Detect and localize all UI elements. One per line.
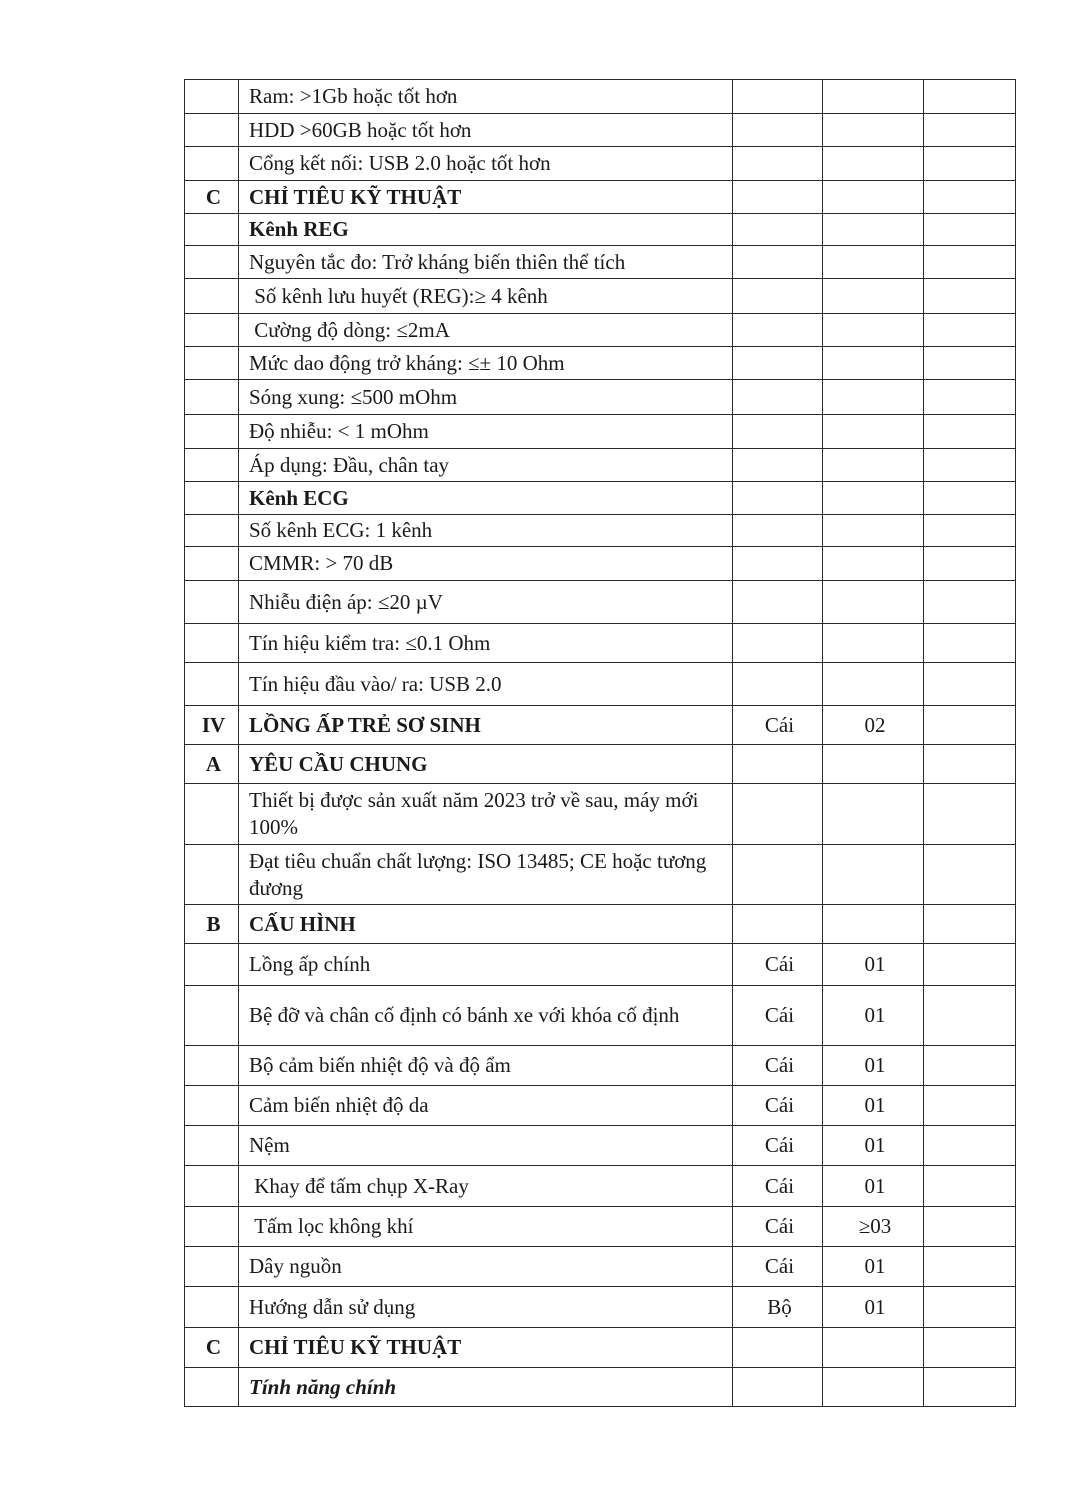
row-unit bbox=[733, 214, 823, 246]
row-number bbox=[185, 214, 239, 246]
row-quantity bbox=[823, 624, 924, 663]
table-row bbox=[185, 515, 1016, 547]
row-note bbox=[924, 380, 1016, 415]
table-row bbox=[185, 314, 1016, 347]
row-content: CẤU HÌNH bbox=[239, 905, 733, 944]
row-content: Cảm biến nhiệt độ da bbox=[239, 1086, 733, 1126]
row-note bbox=[924, 944, 1016, 986]
row-content: Mức dao động trở kháng: ≤± 10 Ohm bbox=[239, 347, 733, 380]
row-content: Số kênh ECG: 1 kênh bbox=[239, 515, 733, 547]
row-content: Lồng ấp chính bbox=[239, 944, 733, 986]
row-unit: Cái bbox=[733, 986, 823, 1046]
row-note bbox=[924, 415, 1016, 449]
row-content: Tính năng chính bbox=[239, 1368, 733, 1407]
row-note bbox=[924, 80, 1016, 114]
row-content: Kênh REG bbox=[239, 214, 733, 246]
row-quantity: 01 bbox=[823, 1046, 924, 1086]
row-quantity bbox=[823, 114, 924, 147]
row-number bbox=[185, 663, 239, 706]
row-number bbox=[185, 114, 239, 147]
row-number bbox=[185, 944, 239, 986]
row-content: Áp dụng: Đầu, chân tay bbox=[239, 449, 733, 482]
row-unit bbox=[733, 347, 823, 380]
table-row bbox=[185, 114, 1016, 147]
row-content: YÊU CẦU CHUNG bbox=[239, 745, 733, 784]
row-note bbox=[924, 246, 1016, 279]
row-content: Khay để tấm chụp X-Ray bbox=[239, 1166, 733, 1207]
row-number bbox=[185, 547, 239, 581]
row-content: Nguyên tắc đo: Trở kháng biến thiên thể tích bbox=[239, 246, 733, 279]
row-unit bbox=[733, 1328, 823, 1368]
row-quantity bbox=[823, 181, 924, 214]
row-unit bbox=[733, 784, 823, 845]
row-quantity: 01 bbox=[823, 1126, 924, 1166]
row-note bbox=[924, 1166, 1016, 1207]
table-row bbox=[185, 1166, 1016, 1207]
table-row bbox=[185, 1046, 1016, 1086]
row-unit: Cái bbox=[733, 1207, 823, 1247]
row-quantity bbox=[823, 246, 924, 279]
row-number bbox=[185, 1207, 239, 1247]
row-number: A bbox=[185, 745, 239, 784]
row-content: Nhiễu điện áp: ≤20 µV bbox=[239, 581, 733, 624]
row-number: C bbox=[185, 181, 239, 214]
row-content: Cổng kết nối: USB 2.0 hoặc tốt hơn bbox=[239, 147, 733, 181]
row-quantity: 01 bbox=[823, 944, 924, 986]
row-note bbox=[924, 1126, 1016, 1166]
spec-table bbox=[184, 79, 1016, 1407]
row-note bbox=[924, 347, 1016, 380]
row-quantity bbox=[823, 845, 924, 905]
row-content: HDD >60GB hoặc tốt hơn bbox=[239, 114, 733, 147]
row-quantity bbox=[823, 482, 924, 515]
row-number bbox=[185, 1247, 239, 1287]
table-row bbox=[185, 279, 1016, 314]
row-number bbox=[185, 1046, 239, 1086]
row-note bbox=[924, 581, 1016, 624]
row-unit bbox=[733, 181, 823, 214]
row-number bbox=[185, 279, 239, 314]
row-content: Cường độ dòng: ≤2mA bbox=[239, 314, 733, 347]
row-note bbox=[924, 482, 1016, 515]
table-row bbox=[185, 482, 1016, 515]
row-content: Thiết bị được sản xuất năm 2023 trở về sau, máy mới 100% bbox=[239, 784, 733, 845]
row-quantity bbox=[823, 214, 924, 246]
table-row bbox=[185, 1247, 1016, 1287]
table-row bbox=[185, 986, 1016, 1046]
row-number bbox=[185, 784, 239, 845]
row-quantity: 01 bbox=[823, 1287, 924, 1328]
row-unit bbox=[733, 482, 823, 515]
table-row bbox=[185, 663, 1016, 706]
table-row bbox=[185, 347, 1016, 380]
row-note bbox=[924, 279, 1016, 314]
row-note bbox=[924, 905, 1016, 944]
table-row bbox=[185, 745, 1016, 784]
row-content: Kênh ECG bbox=[239, 482, 733, 515]
row-number bbox=[185, 347, 239, 380]
table-row bbox=[185, 415, 1016, 449]
row-quantity bbox=[823, 1328, 924, 1368]
row-quantity bbox=[823, 515, 924, 547]
row-quantity bbox=[823, 663, 924, 706]
row-unit bbox=[733, 380, 823, 415]
table-row bbox=[185, 380, 1016, 415]
row-number bbox=[185, 1166, 239, 1207]
row-note bbox=[924, 624, 1016, 663]
table-row bbox=[185, 944, 1016, 986]
row-number bbox=[185, 986, 239, 1046]
row-unit: Cái bbox=[733, 944, 823, 986]
row-number bbox=[185, 1287, 239, 1328]
row-quantity: 02 bbox=[823, 706, 924, 745]
row-number bbox=[185, 515, 239, 547]
row-unit bbox=[733, 114, 823, 147]
row-note bbox=[924, 181, 1016, 214]
row-quantity bbox=[823, 581, 924, 624]
row-unit bbox=[733, 845, 823, 905]
row-content: Ram: >1Gb hoặc tốt hơn bbox=[239, 80, 733, 114]
row-quantity bbox=[823, 80, 924, 114]
spec-table-body bbox=[185, 80, 1016, 1407]
table-row bbox=[185, 706, 1016, 745]
row-note bbox=[924, 314, 1016, 347]
table-row bbox=[185, 181, 1016, 214]
row-content: Dây nguồn bbox=[239, 1247, 733, 1287]
row-number bbox=[185, 845, 239, 905]
row-number: C bbox=[185, 1328, 239, 1368]
row-note bbox=[924, 1247, 1016, 1287]
row-number bbox=[185, 314, 239, 347]
table-row bbox=[185, 1207, 1016, 1247]
row-unit bbox=[733, 547, 823, 581]
row-quantity bbox=[823, 905, 924, 944]
row-note bbox=[924, 986, 1016, 1046]
row-quantity bbox=[823, 745, 924, 784]
row-unit bbox=[733, 314, 823, 347]
row-number bbox=[185, 380, 239, 415]
row-content: Tín hiệu kiểm tra: ≤0.1 Ohm bbox=[239, 624, 733, 663]
row-unit: Cái bbox=[733, 1046, 823, 1086]
row-number: B bbox=[185, 905, 239, 944]
row-unit: Cái bbox=[733, 1086, 823, 1126]
table-row bbox=[185, 784, 1016, 845]
row-content: Bộ cảm biến nhiệt độ và độ ẩm bbox=[239, 1046, 733, 1086]
row-content: Hướng dẫn sử dụng bbox=[239, 1287, 733, 1328]
row-content: Tín hiệu đầu vào/ ra: USB 2.0 bbox=[239, 663, 733, 706]
row-number bbox=[185, 415, 239, 449]
row-content: CHỈ TIÊU KỸ THUẬT bbox=[239, 1328, 733, 1368]
row-quantity bbox=[823, 380, 924, 415]
table-row bbox=[185, 1126, 1016, 1166]
row-quantity bbox=[823, 415, 924, 449]
row-content: LỒNG ẤP TRẺ SƠ SINH bbox=[239, 706, 733, 745]
row-unit bbox=[733, 279, 823, 314]
row-note bbox=[924, 114, 1016, 147]
row-quantity: 01 bbox=[823, 1166, 924, 1207]
table-row bbox=[185, 1287, 1016, 1328]
row-number bbox=[185, 1086, 239, 1126]
row-quantity: 01 bbox=[823, 986, 924, 1046]
row-note bbox=[924, 515, 1016, 547]
row-note bbox=[924, 745, 1016, 784]
row-quantity bbox=[823, 314, 924, 347]
row-unit: Cái bbox=[733, 706, 823, 745]
row-quantity bbox=[823, 784, 924, 845]
row-note bbox=[924, 706, 1016, 745]
row-content: Độ nhiễu: < 1 mOhm bbox=[239, 415, 733, 449]
row-number bbox=[185, 482, 239, 515]
row-content: CHỈ TIÊU KỸ THUẬT bbox=[239, 181, 733, 214]
row-content: Số kênh lưu huyết (REG):≥ 4 kênh bbox=[239, 279, 733, 314]
row-content: CMMR: > 70 dB bbox=[239, 547, 733, 581]
row-quantity: 01 bbox=[823, 1086, 924, 1126]
row-number bbox=[185, 1126, 239, 1166]
row-unit bbox=[733, 745, 823, 784]
row-number bbox=[185, 581, 239, 624]
row-quantity bbox=[823, 279, 924, 314]
row-number: IV bbox=[185, 706, 239, 745]
table-row bbox=[185, 905, 1016, 944]
row-number bbox=[185, 624, 239, 663]
row-content: Tấm lọc không khí bbox=[239, 1207, 733, 1247]
row-unit bbox=[733, 581, 823, 624]
table-row bbox=[185, 80, 1016, 114]
row-note bbox=[924, 1368, 1016, 1407]
row-unit bbox=[733, 147, 823, 181]
row-quantity bbox=[823, 147, 924, 181]
row-quantity bbox=[823, 449, 924, 482]
row-note bbox=[924, 1287, 1016, 1328]
row-unit bbox=[733, 449, 823, 482]
row-unit bbox=[733, 1368, 823, 1407]
table-row bbox=[185, 624, 1016, 663]
table-row bbox=[185, 1086, 1016, 1126]
row-note bbox=[924, 1207, 1016, 1247]
row-note bbox=[924, 147, 1016, 181]
row-quantity bbox=[823, 347, 924, 380]
table-row bbox=[185, 246, 1016, 279]
row-unit: Bộ bbox=[733, 1287, 823, 1328]
table-row bbox=[185, 449, 1016, 482]
row-note bbox=[924, 449, 1016, 482]
row-unit bbox=[733, 905, 823, 944]
row-unit bbox=[733, 663, 823, 706]
table-row bbox=[185, 214, 1016, 246]
row-quantity bbox=[823, 547, 924, 581]
row-unit bbox=[733, 624, 823, 663]
row-unit bbox=[733, 246, 823, 279]
row-quantity bbox=[823, 1368, 924, 1407]
row-number bbox=[185, 80, 239, 114]
table-row bbox=[185, 1368, 1016, 1407]
row-unit bbox=[733, 515, 823, 547]
row-content: Sóng xung: ≤500 mOhm bbox=[239, 380, 733, 415]
row-content: Bệ đỡ và chân cố định có bánh xe với khóa cố định bbox=[239, 986, 733, 1046]
row-number bbox=[185, 449, 239, 482]
table-row bbox=[185, 1328, 1016, 1368]
row-number bbox=[185, 1368, 239, 1407]
row-quantity: ≥03 bbox=[823, 1207, 924, 1247]
row-note bbox=[924, 784, 1016, 845]
row-note bbox=[924, 1328, 1016, 1368]
row-unit: Cái bbox=[733, 1247, 823, 1287]
row-content: Đạt tiêu chuẩn chất lượng: ISO 13485; CE hoặc tương đương bbox=[239, 845, 733, 905]
row-note bbox=[924, 1046, 1016, 1086]
row-content: Nệm bbox=[239, 1126, 733, 1166]
row-number bbox=[185, 246, 239, 279]
row-note bbox=[924, 547, 1016, 581]
table-row bbox=[185, 581, 1016, 624]
table-row bbox=[185, 845, 1016, 905]
row-unit: Cái bbox=[733, 1126, 823, 1166]
row-unit bbox=[733, 415, 823, 449]
row-note bbox=[924, 214, 1016, 246]
row-quantity: 01 bbox=[823, 1247, 924, 1287]
row-note bbox=[924, 845, 1016, 905]
table-row bbox=[185, 147, 1016, 181]
table-row bbox=[185, 547, 1016, 581]
row-unit: Cái bbox=[733, 1166, 823, 1207]
row-unit bbox=[733, 80, 823, 114]
row-number bbox=[185, 147, 239, 181]
row-note bbox=[924, 663, 1016, 706]
row-note bbox=[924, 1086, 1016, 1126]
